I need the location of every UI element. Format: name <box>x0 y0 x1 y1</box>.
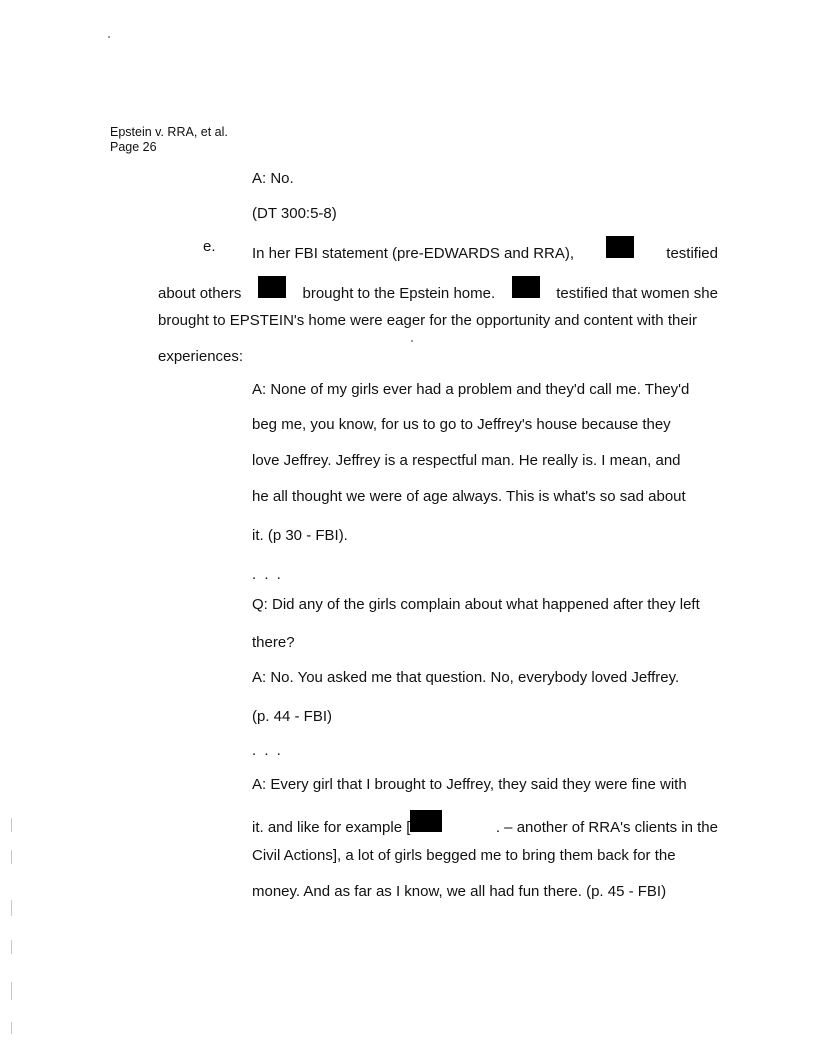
question-line: Q: Did any of the girls complain about what happened after they left <box>252 596 700 613</box>
quote-line: he all thought we were of age always. This is what's so sad about <box>252 488 686 505</box>
paragraph-e-line-2 <box>158 276 718 303</box>
paragraph-text: about others <box>158 285 242 302</box>
quote-line: A: Every girl that I brought to Jeffrey, they said they were fine with <box>252 776 687 793</box>
citation-line: (DT 300:5-8) <box>252 205 337 222</box>
paragraph-text: testified that women she <box>556 285 718 302</box>
paragraph-marker: e. <box>203 238 216 255</box>
ellipsis: . . . <box>252 566 283 583</box>
quote-line-with-redaction <box>252 810 718 837</box>
redaction-box <box>410 810 442 832</box>
redaction-box <box>512 276 540 298</box>
paragraph-text: testified <box>666 245 718 262</box>
quote-line: beg me, you know, for us to go to Jeffrey's house because they <box>252 416 671 433</box>
quote-line: love Jeffrey. Jeffrey is a respectful man. He really is. I mean, and <box>252 452 681 469</box>
scan-margin-mark <box>11 940 12 954</box>
scan-speck <box>411 340 413 342</box>
case-caption: Epstein v. RRA, et al. <box>110 125 228 139</box>
ellipsis: . . . <box>252 742 283 759</box>
scan-margin-mark <box>11 818 12 832</box>
scan-margin-mark <box>11 850 12 864</box>
page-header <box>110 125 228 155</box>
paragraph-e-line-3: brought to EPSTEIN's home were eager for the opportunity and content with their <box>158 312 697 329</box>
quote-text: it. and like for example [ <box>252 819 411 836</box>
paragraph-text: brought to the Epstein home. <box>302 285 496 302</box>
paragraph-e-line-4: experiences: <box>158 348 244 365</box>
quote-line: Civil Actions], a lot of girls begged me to bring them back for the <box>252 847 676 864</box>
scan-margin-mark <box>11 1022 12 1034</box>
answer-line: A: No. You asked me that question. No, everybody loved Jeffrey. <box>252 669 680 686</box>
page-number: Page 26 <box>110 140 157 154</box>
redaction-box <box>258 276 286 298</box>
question-line: there? <box>252 634 295 651</box>
paragraph-e-line-1 <box>252 236 718 263</box>
scan-margin-mark <box>11 900 12 916</box>
answer-line: A: No. <box>252 170 294 187</box>
quote-line: it. (p 30 - FBI). <box>252 527 348 544</box>
scan-speck <box>108 36 110 38</box>
quote-line-start <box>252 810 442 837</box>
quote-line: A: None of my girls ever had a problem and they'd call me. They'd <box>252 381 690 398</box>
quote-text: . – another of RRA's clients in the <box>495 819 718 836</box>
paragraph-text: In her FBI statement (pre-EDWARDS and RRA), <box>252 245 575 262</box>
quote-line: money. And as far as I know, we all had fun there. (p. 45 - FBI) <box>252 883 667 900</box>
redaction-box <box>606 236 634 258</box>
scan-margin-mark <box>11 982 12 1000</box>
citation-line: (p. 44 - FBI) <box>252 708 333 725</box>
